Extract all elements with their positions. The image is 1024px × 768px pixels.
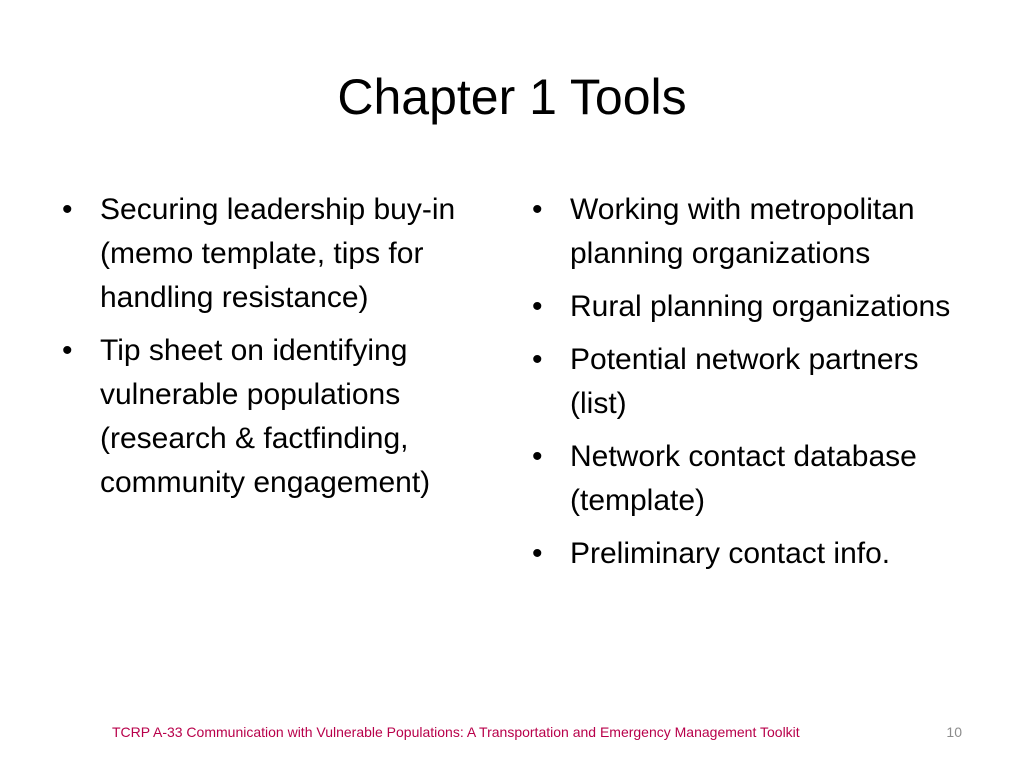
bullet-item-rural (532, 285, 972, 329)
bullet-icon: • (532, 343, 543, 376)
bullet-text: Network contact database (template) (570, 440, 917, 517)
bullet-icon: • (532, 537, 543, 570)
bullet-text: Rural planning organizations (570, 290, 951, 323)
bullet-item-metropolitan (532, 188, 972, 276)
left-bullet-list (62, 188, 492, 514)
bullet-item-network-partners (532, 338, 972, 426)
bullet-text: Working with metropolitan planning organizations (570, 193, 915, 270)
bullet-item-preliminary-contact (532, 532, 972, 576)
bullet-item-leadership (62, 188, 492, 320)
page-number: 10 (946, 724, 962, 740)
bullet-item-contact-database (532, 435, 972, 523)
slide-title: Chapter 1 Tools (337, 69, 687, 125)
bullet-text: Tip sheet on identifying vulnerable populations (research & factfinding, community engagement) (100, 334, 431, 499)
bullet-icon: • (532, 290, 543, 323)
right-bullet-list (532, 188, 972, 585)
bullet-icon: • (532, 193, 543, 226)
bullet-text: Securing leadership buy-in (memo template, tips for handling resistance) (100, 193, 456, 314)
bullet-text: Preliminary contact info. (570, 537, 891, 570)
bullet-item-tip-sheet (62, 329, 492, 505)
bullet-icon: • (532, 440, 543, 473)
slide-footer: TCRP A-33 Communication with Vulnerable Populations: A Transportation and Emergency Management Toolkit (112, 724, 800, 740)
bullet-text: Potential network partners (list) (570, 343, 919, 420)
bullet-icon: • (62, 193, 73, 226)
bullet-icon: • (62, 334, 73, 367)
